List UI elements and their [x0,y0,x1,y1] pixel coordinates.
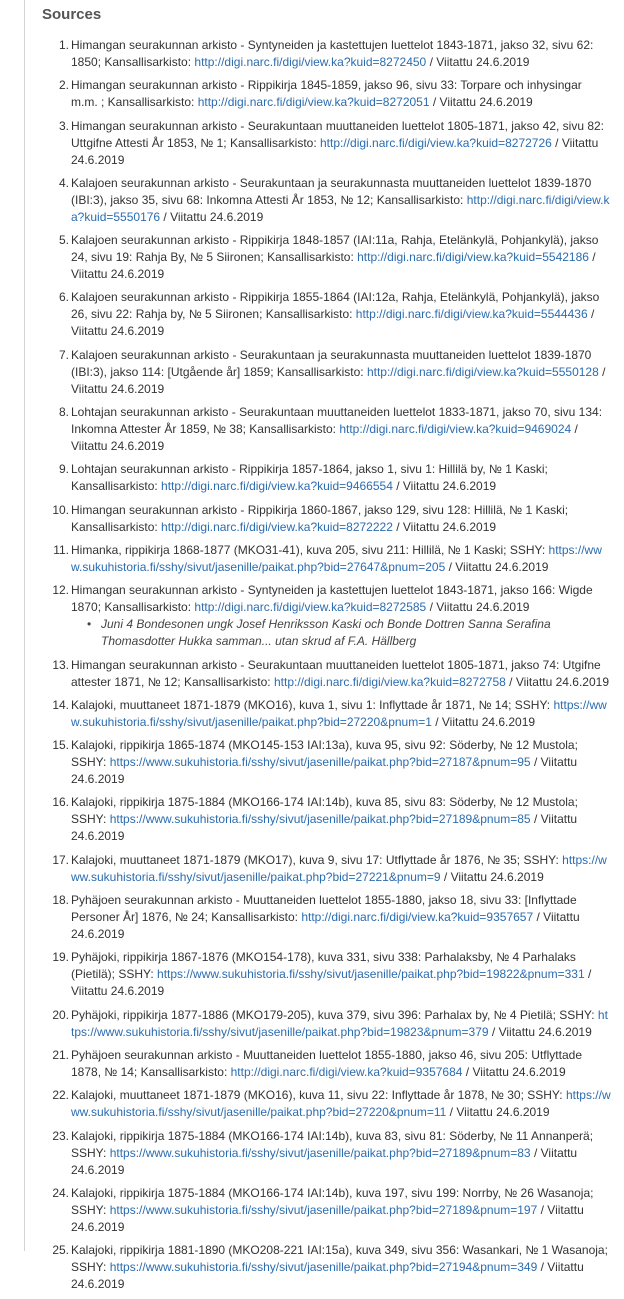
source-link[interactable]: http://digi.narc.fi/digi/view.ka?kuid=8272051 [197,95,430,110]
source-link[interactable]: https://www.sukuhistoria.fi/sshy/sivut/jasenille/paikat.php?bid=27647&pnum=205 [71,542,602,574]
source-number: 3. [58,118,69,133]
source-accessed-date: / Viitattu 24.6.2019 [71,250,596,282]
source-citation: Kalajoki, rippikirja 1875-1884 (MKO166-174 IAI:14b), kuva 83, sivu 81: Söderby, № 11 Annanperä; SSHY: [71,1128,594,1160]
source-number: 4. [58,175,69,190]
source-citation: Kalajoen seurakunnan arkisto - Seurakuntaan ja seurakunnasta muuttaneiden luettelot 1839-1870 (IBI:3), jakso 114: [Utgående år] 1859; Kansallisarkisto: [71,347,592,379]
sources-heading: Sources [42,6,102,23]
source-accessed-date: / Viitattu 24.6.2019 [462,1064,566,1079]
source-number: 5. [58,233,69,248]
source-accessed-date: / Viitattu 24.6.2019 [426,55,530,69]
source-link[interactable]: http://digi.narc.fi/digi/view.ka?kuid=8272222 [161,519,393,534]
source-accessed-date: / Viitattu 24.6.2019 [160,209,264,224]
source-number: 6. [58,290,69,305]
source-item [52,502,611,536]
source-number: 10. [52,502,69,517]
source-item [52,657,611,691]
source-number: 18. [52,893,69,908]
source-link[interactable]: http://digi.narc.fi/digi/view.ka?kuid=8272758 [273,674,506,689]
source-item [58,461,611,495]
source-accessed-date: / Viitattu 24.6.2019 [71,364,606,396]
source-accessed-date: / Viitattu 24.6.2019 [440,869,544,884]
source-item [52,1007,611,1041]
source-citation: Pyhäjoen seurakunnan arkisto - Muuttaneiden luettelot 1855-1880, jakso 18, sivu 33: [Inflyttade Personer År] 1876, № 24; Kansallisarkisto: [71,893,577,925]
source-citation: Himangan seurakunnan arkisto - Syntyneiden ja kastettujen luettelot 1843-1871, jakso 32, sivu 62: 1850; Kansallisarkisto: [71,38,594,69]
source-accessed-date: / Viitattu 24.6.2019 [71,1145,578,1177]
source-accessed-date: / Viitattu 24.6.2019 [71,307,595,339]
source-item [52,852,611,886]
source-accessed-date: / Viitattu 24.6.2019 [71,812,578,844]
source-link[interactable]: https://www.sukuhistoria.fi/sshy/sivut/jasenille/paikat.php?bid=27189&pnum=85 [109,812,531,827]
source-link[interactable]: http://digi.narc.fi/digi/view.ka?kuid=5544436 [355,307,588,322]
source-accessed-date: / Viitattu 24.6.2019 [488,1024,592,1039]
source-citation: Pyhäjoki, rippikirja 1867-1876 (MKO154-178), kuva 331, sivu 338: Parhalaksby, № 4 Parhalaks (Pietilä); SSHY: [71,950,576,982]
source-link[interactable]: https://www.sukuhistoria.fi/sshy/sivut/jasenille/paikat.php?bid=19823&pnum=379 [71,1007,608,1039]
source-number: 1. [58,38,69,52]
source-item [58,77,611,111]
source-item [53,542,611,576]
source-item [52,1047,611,1081]
source-link[interactable]: https://www.sukuhistoria.fi/sshy/sivut/jasenille/paikat.php?bid=27220&pnum=11 [71,1088,611,1120]
source-accessed-date: / Viitattu 24.6.2019 [71,1202,584,1234]
source-item [58,175,611,226]
source-citation: Kalajoki, rippikirja 1875-1884 (MKO166-174 IAI:14b), kuva 85, sivu 83: Söderby, № 12 Mustola; SSHY: [71,795,578,827]
source-link[interactable]: http://digi.narc.fi/digi/view.ka?kuid=5542186 [357,250,589,265]
source-citation: Pyhäjoki, rippikirja 1877-1886 (MKO179-205), kuva 379, sivu 396: Parhalax by, № 4 Pietilä; SSHY: [71,1007,598,1022]
source-number: 23. [52,1128,69,1143]
source-link[interactable]: https://www.sukuhistoria.fi/sshy/sivut/jasenille/paikat.php?bid=27194&pnum=349 [109,1260,538,1275]
source-number: 9. [58,462,69,477]
source-link[interactable]: http://digi.narc.fi/digi/view.ka?kuid=5550176 [71,192,610,224]
source-accessed-date: / Viitattu 24.6.2019 [431,714,536,729]
source-link[interactable]: https://www.sukuhistoria.fi/sshy/sivut/jasenille/paikat.php?bid=27220&pnum=1 [71,697,607,729]
source-link[interactable]: http://digi.narc.fi/digi/view.ka?kuid=9469024 [339,422,572,437]
source-citation: Kalajoki, muuttaneet 1871-1879 (MKO16), kuva 11, sivu 22: Inflyttade år 1878, № 30; SSHY: [71,1088,566,1103]
source-note-list [71,616,611,650]
source-accessed-date: / Viitattu 24.6.2019 [392,479,497,494]
source-accessed-date: / Viitattu 24.6.2019 [429,95,533,110]
source-item [52,737,611,788]
source-item [58,232,611,283]
source-accessed-date: / Viitattu 24.6.2019 [71,422,578,454]
source-citation: Kalajoen seurakunnan arkisto - Rippikirja 1855-1864 (IAI:12a, Rahja, Etelänkylä, Pohjankylä), jakso 26, sivu 22: Rahja by, № 5 Siironen; Kansallisarkisto: [71,290,600,322]
source-item [52,1185,611,1236]
source-number: 20. [52,1007,69,1022]
source-citation: Kalajoen seurakunnan arkisto - Seurakuntaan ja seurakunnasta muuttaneiden luettelot 1839-1870 (IBI:3), jakso 35, sivu 68: Inkomna Attesti År 1853, № 12; Kansallisarkisto: [71,175,592,207]
source-number: 19. [52,950,69,965]
source-citation: Lohtajan seurakunnan arkisto - Rippikirja 1857-1864, jakso 1, sivu 1: Hillilä by, № 1 Kaski; Kansallisarkisto: [71,462,548,494]
source-citation: Lohtajan seurakunnan arkisto - Seurakuntaan muuttaneiden luettelot 1833-1871, jakso 70, sivu 134: Inkomna Attester År 1859, № 38; Kansallisarkisto: [71,405,603,437]
source-number: 8. [58,405,69,420]
source-accessed-date: / Viitattu 24.6.2019 [71,135,599,167]
source-item [52,582,611,650]
source-accessed-date: / Viitattu 24.6.2019 [71,910,580,942]
source-citation: Himangan seurakunnan arkisto - Syntyneiden ja kastettujen luettelot 1843-1871, jakso 166: Wigde 1870; Kansallisarkisto: [71,583,593,615]
sources-section [24,0,624,1292]
source-accessed-date: / Viitattu 24.6.2019 [505,674,610,689]
source-number: 14. [52,697,69,712]
source-link[interactable]: http://digi.narc.fi/digi/view.ka?kuid=9466554 [161,479,393,494]
source-citation: Kalajoen seurakunnan arkisto - Rippikirja 1848-1857 (IAI:11a, Rahja, Etelänkylä, Pohjankylä), jakso 24, sivu 19: Rahja By, № 5 Siironen; Kansallisarkisto: [71,233,599,265]
sources-list [25,37,611,1299]
source-number: 11. [53,542,69,557]
source-note [87,616,611,650]
source-citation: Pyhäjoen seurakunnan arkisto - Muuttaneiden luettelot 1855-1880, jakso 46, sivu 205: Utflyttade 1878, № 14; Kansallisarkisto: [71,1047,582,1079]
source-citation: Kalajoki, muuttaneet 1871-1879 (MKO17), kuva 9, sivu 17: Utflyttade år 1876, № 35; SSHY: [71,852,563,867]
source-citation: Kalajoki, rippikirja 1865-1874 (MKO145-153 IAI:13a), kuva 95, sivu 92: Söderby, № 12 Mustola; SSHY: [71,738,578,770]
source-note-text: Juni 4 Bondesonen ungk Josef Henriksson Kaski och Bonde Dottren Sanna Serafina Thomasdotter Hukka samman... utan skrud af F.A. Hällberg [101,617,551,649]
source-item [52,1242,611,1293]
source-link[interactable]: https://www.sukuhistoria.fi/sshy/sivut/jasenille/paikat.php?bid=27189&pnum=83 [109,1145,531,1160]
source-citation: Kalajoki, rippikirja 1881-1890 (MKO208-221 IAI:15a), kuva 349, sivu 356: Wasankari, № 1 Wasanoja; SSHY: [71,1243,608,1275]
source-item [52,697,611,731]
bullet-icon: • [87,617,92,632]
source-number: 7. [58,347,69,362]
source-number: 24. [52,1185,69,1200]
source-item [58,404,611,455]
source-link[interactable]: http://digi.narc.fi/digi/view.ka?kuid=8272585 [194,600,427,615]
source-citation: Himangan seurakunnan arkisto - Rippikirja 1845-1859, jakso 96, sivu 33: Torpare och inhysingar m.m. ; Kansallisarkisto: [71,78,582,110]
source-accessed-date: / Viitattu 24.6.2019 [392,519,497,534]
source-number: 17. [52,852,69,867]
source-accessed-date: / Viitattu 24.6.2019 [71,1260,584,1292]
source-number: 16. [52,795,69,810]
source-accessed-date: / Viitattu 24.6.2019 [426,600,530,615]
source-number: 22. [52,1088,69,1103]
source-citation: Kalajoki, muuttaneet 1871-1879 (MKO16), kuva 1, sivu 1: Inflyttade år 1871, № 14; SSHY: [71,697,554,712]
source-item [58,37,611,71]
source-number: 21. [52,1047,69,1062]
source-link[interactable]: http://digi.narc.fi/digi/view.ka?kuid=8272450 [194,55,427,69]
source-item [52,794,611,845]
source-link[interactable]: https://www.sukuhistoria.fi/sshy/sivut/jasenille/paikat.php?bid=27187&pnum=95 [109,755,531,770]
source-item [52,1128,611,1179]
source-citation: Himangan seurakunnan arkisto - Seurakuntaan muuttaneiden luettelot 1805-1871, jakso 42, sivu 82: Uttgifne Attesti År 1853, № 1; Kansallisarkisto: [71,118,605,150]
source-citation: Himanka, rippikirja 1868-1877 (MKO31-41), kuva 205, sivu 211: Hillilä, № 1 Kaski; SSHY: [71,542,549,557]
source-citation: Himangan seurakunnan arkisto - Seurakuntaan muuttaneiden luettelot 1805-1871, jakso 74: Utgifne attester 1871, № 12; Kansallisarkisto: [71,657,601,689]
source-accessed-date: / Viitattu 24.6.2019 [71,755,578,787]
source-link[interactable]: https://www.sukuhistoria.fi/sshy/sivut/jasenille/paikat.php?bid=27189&pnum=197 [109,1202,538,1217]
source-citation: Kalajoki, rippikirja 1875-1884 (MKO166-174 IAI:14b), kuva 197, sivu 199: Norrby, № 26 Wasanoja; SSHY: [71,1185,594,1217]
source-accessed-date: / Viitattu 24.6.2019 [445,559,549,574]
source-item [58,289,611,340]
source-link[interactable]: http://digi.narc.fi/digi/view.ka?kuid=9357657 [301,910,534,925]
source-link[interactable]: http://digi.narc.fi/digi/view.ka?kuid=5550128 [366,364,599,379]
source-item [52,1087,611,1121]
source-item [58,118,611,169]
source-link[interactable]: http://digi.narc.fi/digi/view.ka?kuid=8272726 [320,135,552,150]
source-link[interactable]: https://www.sukuhistoria.fi/sshy/sivut/jasenille/paikat.php?bid=27221&pnum=9 [71,852,607,884]
source-accessed-date: / Viitattu 24.6.2019 [446,1105,550,1120]
source-item [52,949,611,1000]
source-accessed-date: / Viitattu 24.6.2019 [71,967,592,999]
source-link[interactable]: http://digi.narc.fi/digi/view.ka?kuid=9357684 [230,1064,463,1079]
source-link[interactable]: https://www.sukuhistoria.fi/sshy/sivut/jasenille/paikat.php?bid=19822&pnum=331 [157,967,585,982]
source-number: 25. [52,1243,69,1258]
source-item [52,892,611,943]
source-number: 15. [52,738,69,753]
source-number: 12. [52,583,69,598]
source-number: 2. [58,78,69,93]
source-number: 13. [52,657,69,672]
source-item [58,347,611,398]
source-citation: Himangan seurakunnan arkisto - Rippikirja 1860-1867, jakso 129, sivu 128: Hillilä, № 1 Kaski; Kansallisarkisto: [71,502,569,534]
